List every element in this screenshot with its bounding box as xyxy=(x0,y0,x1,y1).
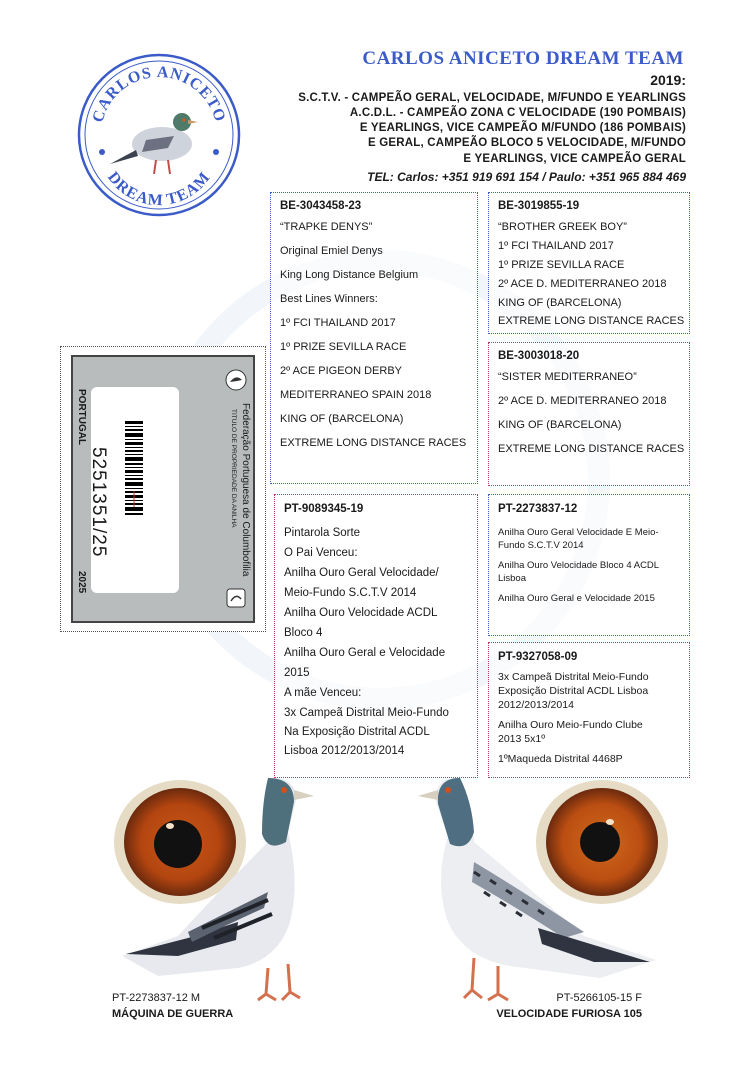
box-line: KING OF (BARCELONA) xyxy=(280,413,404,425)
federation-emblem-icon xyxy=(225,369,247,391)
federation-seal-icon xyxy=(225,587,247,609)
achievement-line: A.C.D.L. - CAMPEÃO ZONA C VELOCIDADE (190 POMBAIS) xyxy=(349,107,686,119)
pedigree-box-pt9327058 xyxy=(488,642,690,778)
box-line: King Long Distance Belgium xyxy=(280,269,419,281)
pedigree-box-be3019855 xyxy=(488,192,690,334)
right-pigeon-photo xyxy=(414,772,660,1008)
box-line: Bloco 4 xyxy=(284,627,323,639)
box-title: BE-3043458-23 xyxy=(280,200,362,212)
certificate-card xyxy=(71,355,255,623)
box-line: 2012/2013/2014 xyxy=(498,699,574,711)
box-line: 1ºMaqueda Distrital 4468P xyxy=(498,753,623,765)
box-line: EXTREME LONG DISTANCE RACES xyxy=(498,443,685,455)
box-title: PT-9327058-09 xyxy=(498,651,578,663)
box-line: EXTREME LONG DISTANCE RACES xyxy=(280,437,467,449)
achievement-line: E GERAL, CAMPEÃO BLOCO 5 VELOCIDADE, M/FUNDO xyxy=(367,137,686,149)
achievements-year: 2019: xyxy=(650,72,686,88)
box-line: Best Lines Winners: xyxy=(280,293,378,305)
left-pigeon-photo xyxy=(118,772,358,1008)
right-pigeon-ring: PT-5266105-15 F xyxy=(556,992,642,1004)
box-line: 2013 5x1º xyxy=(498,733,546,745)
certificate-country: PORTUGAL xyxy=(76,389,87,446)
box-title: PT-2273837-12 xyxy=(498,503,578,515)
box-line: Anilha Ouro Velocidade Bloco 4 ACDL xyxy=(498,560,660,571)
barcode-icon xyxy=(125,421,143,517)
box-line: Lisboa xyxy=(498,573,526,584)
box-line: Anilha Ouro Geral e Velocidade 2015 xyxy=(498,593,655,604)
box-line: 2015 xyxy=(284,667,310,679)
pedigree-box-be3003018 xyxy=(488,342,690,486)
box-line: 2º ACE PIGEON DERBY xyxy=(280,365,402,377)
box-line: KING OF (BARCELONA) xyxy=(498,419,622,431)
logo-bottom-text: DREAM TEAM xyxy=(104,168,214,210)
box-line: “SISTER MEDITERRANEO” xyxy=(498,371,637,383)
box-line: Anilha Ouro Geral e Velocidade xyxy=(284,647,446,659)
box-line: A mãe Venceu: xyxy=(284,687,362,699)
box-line: KING OF (BARCELONA) xyxy=(498,297,622,309)
box-line: Anilha Ouro Velocidade ACDL xyxy=(284,607,438,619)
box-title: PT-9089345-19 xyxy=(284,503,364,515)
box-line: 3x Campeã Distrital Meio-Fundo xyxy=(498,671,649,683)
box-line: Na Exposição Distrital ACDL xyxy=(284,726,430,738)
box-title: BE-3019855-19 xyxy=(498,200,580,212)
box-line: EXTREME LONG DISTANCE RACES xyxy=(498,315,685,327)
box-line: Anilha Ouro Geral Velocidade E Meio- xyxy=(498,527,659,538)
box-line: Lisboa 2012/2013/2014 xyxy=(284,745,405,757)
box-line: “BROTHER GREEK BOY” xyxy=(498,221,627,233)
box-line: Fundo S.C.T.V 2014 xyxy=(498,540,584,551)
box-line: 1º FCI THAILAND 2017 xyxy=(498,240,614,252)
box-line: “TRAPKE DENYS” xyxy=(280,221,373,233)
team-logo-seal xyxy=(76,52,242,218)
achievement-line: S.C.T.V. - CAMPEÃO GERAL, VELOCIDADE, M/FUNDO E YEARLINGS xyxy=(298,92,686,104)
box-line: Anilha Ouro Meio-Fundo Clube xyxy=(498,719,643,731)
box-line: 1º FCI THAILAND 2017 xyxy=(280,317,396,329)
box-line: O Pai Venceu: xyxy=(284,547,358,559)
box-line: Original Emiel Denys xyxy=(280,245,383,257)
ring-ownership-certificate xyxy=(60,346,266,632)
box-line: 3x Campeã Distrital Meio-Fundo xyxy=(284,707,449,719)
box-line: 2º ACE D. MEDITERRANEO 2018 xyxy=(498,395,667,407)
left-pigeon-ring: PT-2273837-12 M xyxy=(112,992,201,1004)
box-line: 1º PRIZE SEVILLA RACE xyxy=(498,259,625,271)
box-line: MEDITERRANEO SPAIN 2018 xyxy=(280,389,432,401)
box-line: Exposição Distrital ACDL Lisboa xyxy=(498,685,649,697)
achievement-line: E YEARLINGS, VICE CAMPEÃO GERAL xyxy=(463,153,686,165)
federation-name: Federação Portuguesa de Columbofilia xyxy=(240,403,251,577)
barcode-label xyxy=(88,387,179,593)
team-name: CARLOS ANICETO DREAM TEAM xyxy=(362,48,684,69)
box-line: Meio-Fundo S.C.T.V 2014 xyxy=(284,587,417,599)
certificate-year: 2025 xyxy=(76,571,87,594)
contact-phones: TEL: Carlos: +351 919 691 154 / Paulo: +351 965 884 469 xyxy=(367,170,686,184)
pedigree-box-pt9089345 xyxy=(274,494,478,778)
box-line: Anilha Ouro Geral Velocidade/ xyxy=(284,567,439,579)
certificate-subtitle: TITULO DE PROPRIEDADE DA ANILHA xyxy=(230,409,237,528)
box-line: 2º ACE D. MEDITERRANEO 2018 xyxy=(498,278,667,290)
pedigree-box-be3043458 xyxy=(270,192,478,484)
box-line: Pintarola Sorte xyxy=(284,527,361,539)
ring-number: 5251351/25 xyxy=(88,447,109,558)
pedigree-box-pt2273837 xyxy=(488,494,690,636)
box-title: BE-3003018-20 xyxy=(498,350,580,362)
logo-top-text: CARLOS ANICETO xyxy=(89,63,229,125)
right-pigeon-name: VELOCIDADE FURIOSA 105 xyxy=(496,1008,642,1020)
left-pigeon-name: MÁQUINA DE GUERRA xyxy=(112,1008,234,1020)
box-line: 1º PRIZE SEVILLA RACE xyxy=(280,341,407,353)
achievement-line: E YEARLINGS, VICE CAMPEÃO M/FUNDO (186 POMBAIS) xyxy=(359,122,686,134)
